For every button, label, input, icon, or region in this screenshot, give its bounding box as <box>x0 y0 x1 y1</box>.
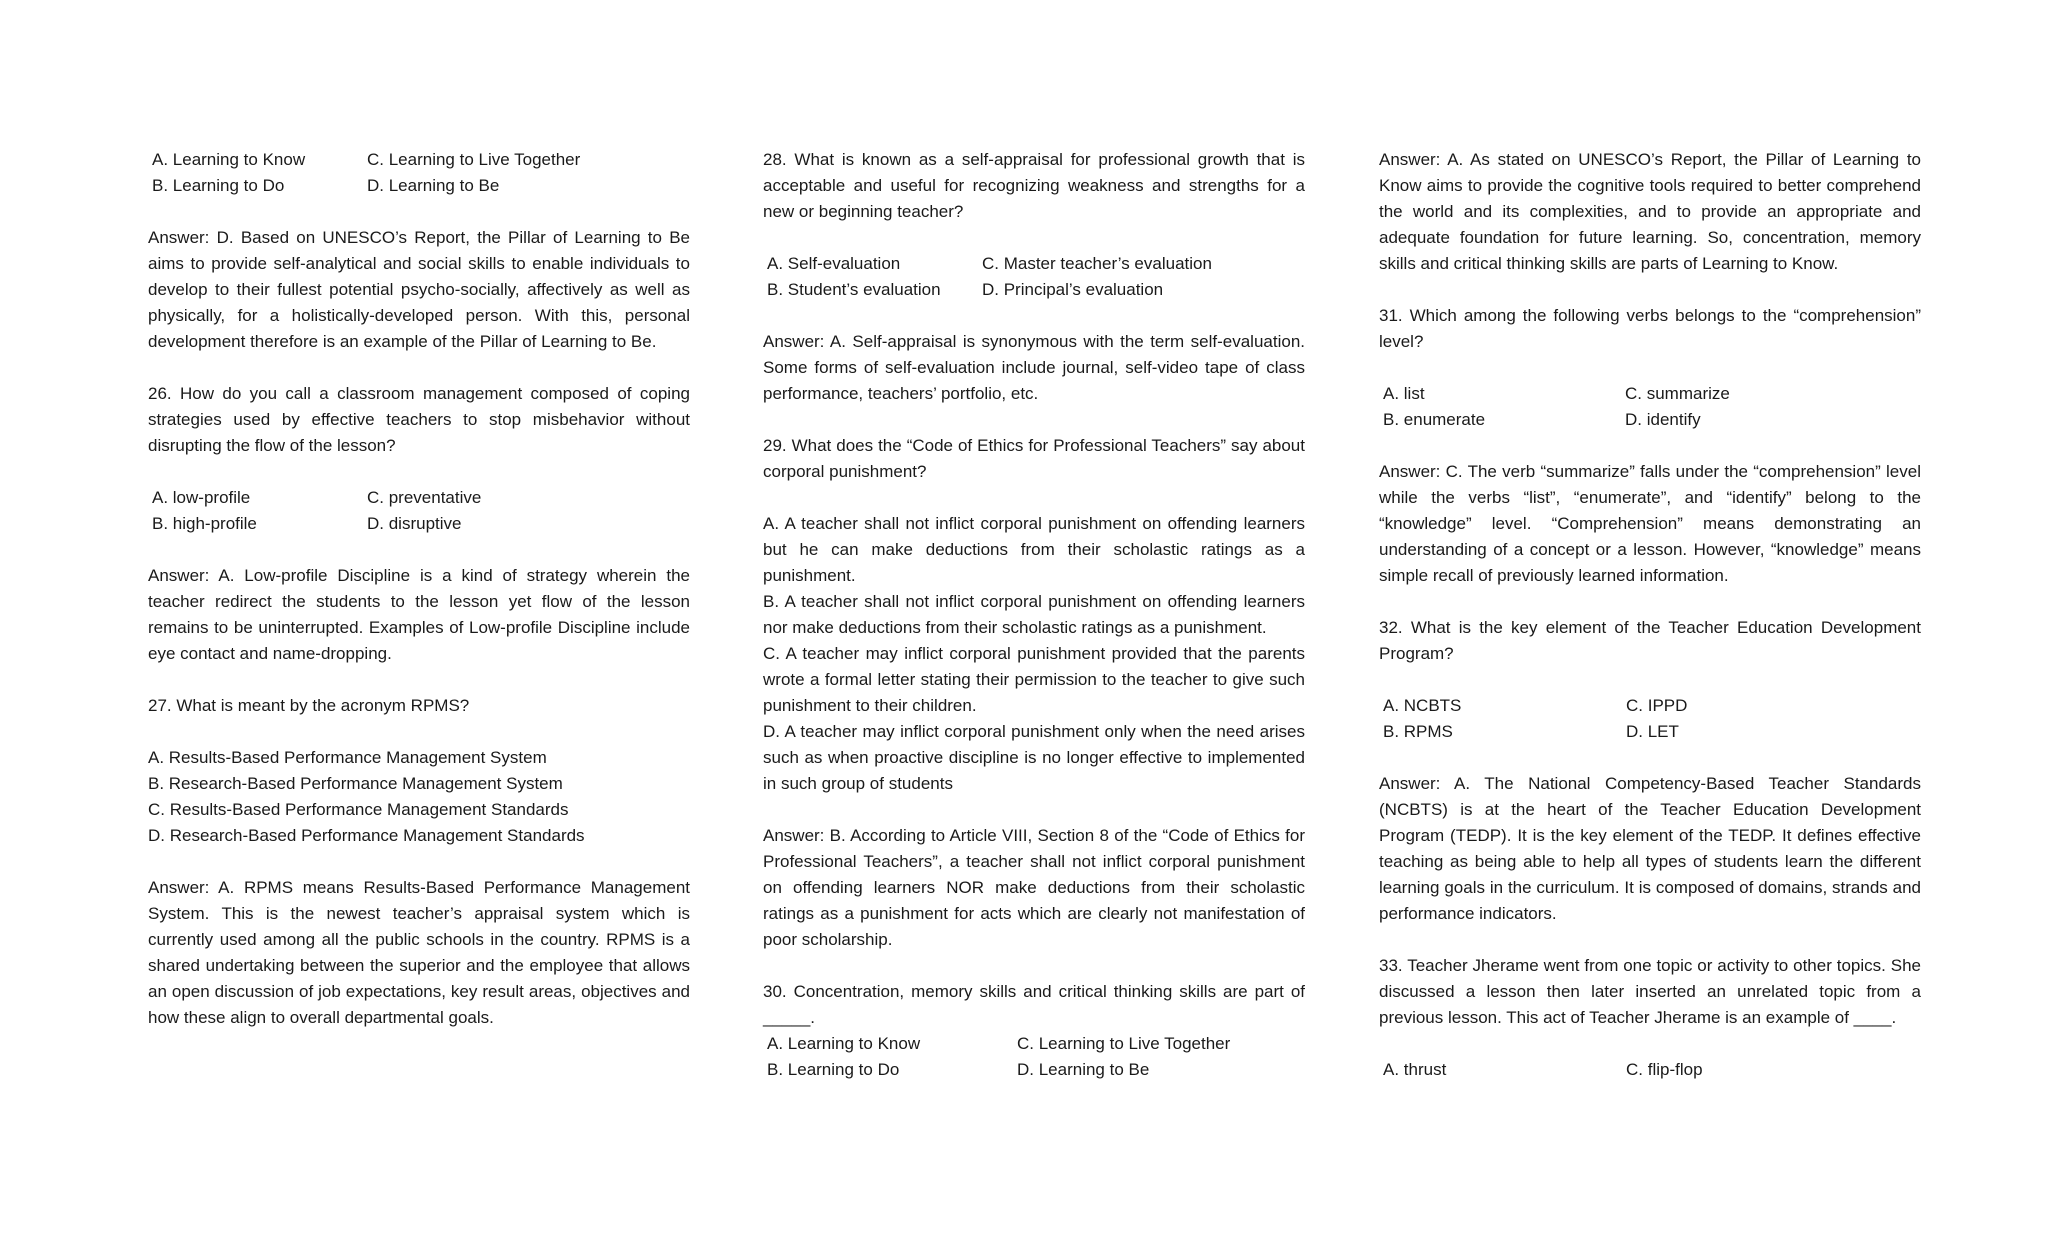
option-row <box>148 147 690 173</box>
option-c: C. Learning to Live Together <box>1017 1034 1231 1053</box>
options-q30 <box>763 1031 1305 1083</box>
answer-26: Answer: A. Low-profile Discipline is a kind of strategy wherein the teacher redirect the students to the lesson yet flow of the lesson remains to be uninterrupted. Examples of Low-profile Discipline include eye contact and name-dropping. <box>148 566 690 663</box>
option-b: B. Learning to Do <box>767 1060 900 1079</box>
answer-27: Answer: A. RPMS means Results-Based Performance Management System. This is the newest teacher’s appraisal system which is currently used among all the public schools in the country. RPMS is a shared undertaking between the superior and the employee that allows an open discussion of job expectations, key result areas, objectives and how these align to overall departmental goals. <box>148 878 690 1027</box>
option-row <box>1379 693 1921 719</box>
option-d: D. Learning to Be <box>367 176 500 195</box>
question-28: 28. What is known as a self-appraisal for professional growth that is acceptable and useful for recognizing weakness and strengths for a new or beginning teacher? <box>763 150 1305 221</box>
option-d: D. LET <box>1626 722 1679 741</box>
option-a: A. thrust <box>1383 1060 1447 1079</box>
options-q32 <box>1379 693 1921 745</box>
option-row <box>1379 407 1921 433</box>
column-middle <box>763 147 1305 1083</box>
column-right <box>1379 147 1921 1083</box>
option-row <box>763 251 1305 277</box>
question-32: 32. What is the key element of the Teacher Education Development Program? <box>1379 618 1921 663</box>
answer-29: Answer: B. According to Article VIII, Section 8 of the “Code of Ethics for Professional Teachers”, a teacher shall not inflict corporal punishment on offending learners NOR make deductions from their scholastic ratings as a punishment for acts which are clearly not manifestation of poor scholarship. <box>763 826 1305 949</box>
option-row <box>763 1031 1305 1057</box>
option-row <box>763 277 1305 303</box>
options-q28 <box>763 251 1305 303</box>
option-a: A. Self-evaluation <box>767 254 901 273</box>
column-left <box>148 147 690 1057</box>
options-q33 <box>1379 1057 1921 1083</box>
option-b: B. high-profile <box>152 514 257 533</box>
question-30: 30. Concentration, memory skills and critical thinking skills are part of _____. <box>763 982 1305 1027</box>
question-31: 31. Which among the following verbs belongs to the “comprehension” level? <box>1379 306 1921 351</box>
option-a: A. A teacher shall not inflict corporal punishment on offending learners but he can make deductions from their scholastic ratings as a punishment. <box>763 514 1305 585</box>
option-d: D. Research-Based Performance Management Standards <box>148 826 585 845</box>
option-c: C. summarize <box>1625 384 1730 403</box>
question-26: 26. How do you call a classroom management composed of coping strategies used by effective teachers to stop misbehavior without disrupting the flow of the lesson? <box>148 384 690 455</box>
option-c: C. IPPD <box>1626 696 1688 715</box>
option-d: D. Learning to Be <box>1017 1060 1150 1079</box>
options-q29 <box>763 511 1305 797</box>
option-d: D. identify <box>1625 410 1701 429</box>
option-row <box>763 1057 1305 1083</box>
option-row <box>1379 381 1921 407</box>
option-row <box>148 173 690 199</box>
option-a: A. Results-Based Performance Management System <box>148 748 547 767</box>
option-a: A. NCBTS <box>1383 696 1462 715</box>
option-c: C. A teacher may inflict corporal punishment provided that the parents wrote a formal letter stating their permission to the teacher to give such punishment to their children. <box>763 644 1305 715</box>
answer-30: Answer: A. As stated on UNESCO’s Report, the Pillar of Learning to Know aims to provide the cognitive tools required to better comprehend the world and its complexities, and to provide an appropriate and adequate foundation for future learning. So, concentration, memory skills and critical thinking skills are parts of Learning to Know. <box>1379 150 1921 273</box>
option-c: C. preventative <box>367 488 482 507</box>
option-row <box>1379 1057 1921 1083</box>
option-d: D. disruptive <box>367 514 462 533</box>
answer-25: Answer: D. Based on UNESCO’s Report, the Pillar of Learning to Be aims to provide self-analytical and social skills to enable individuals to develop to their fullest potential psycho-socially, affectively as well as physically, for a holistically-developed person. With this, personal development therefore is an example of the Pillar of Learning to Be. <box>148 228 690 351</box>
options-q25 <box>148 147 690 199</box>
answer-31: Answer: C. The verb “summarize” falls under the “comprehension” level while the verbs “list”, “enumerate”, and “identify” belong to the “knowledge” level. “Comprehension” means demonstrating an understanding of a concept or a lesson. However, “knowledge” means simple recall of previously learned information. <box>1379 462 1921 585</box>
option-row <box>148 511 690 537</box>
question-33: 33. Teacher Jherame went from one topic or activity to other topics. She discussed a lesson then later inserted an unrelated topic from a previous lesson. This act of Teacher Jherame is an example of ____. <box>1379 956 1921 1027</box>
option-b: B. Student’s evaluation <box>767 280 941 299</box>
option-c: C. flip-flop <box>1626 1060 1703 1079</box>
option-a: A. low-profile <box>152 488 251 507</box>
option-c: C. Master teacher’s evaluation <box>982 254 1212 273</box>
option-c: C. Results-Based Performance Management Standards <box>148 800 569 819</box>
options-q31 <box>1379 381 1921 433</box>
answer-32: Answer: A. The National Competency-Based Teacher Standards (NCBTS) is at the heart of the Teacher Education Development Program (TEDP). It is the key element of the TEDP. It defines effective teaching as being able to help all types of students learn the different learning goals in the curriculum. It is composed of domains, strands and performance indicators. <box>1379 774 1921 923</box>
option-b: B. Learning to Do <box>152 176 285 195</box>
answer-28: Answer: A. Self-appraisal is synonymous with the term self-evaluation. Some forms of self-evaluation include journal, self-video tape of class performance, teachers’ portfolio, etc. <box>763 332 1305 403</box>
option-b: B. Research-Based Performance Management System <box>148 774 563 793</box>
option-d: D. A teacher may inflict corporal punishment only when the need arises such as when proactive discipline is no longer effective to implemented in such group of students <box>763 722 1305 793</box>
option-d: D. Principal’s evaluation <box>982 280 1164 299</box>
option-b: B. enumerate <box>1383 410 1486 429</box>
option-b: B. RPMS <box>1383 722 1453 741</box>
option-row <box>148 485 690 511</box>
option-a: A. list <box>1383 384 1425 403</box>
options-q26 <box>148 485 690 537</box>
option-c: C. Learning to Live Together <box>367 150 581 169</box>
option-a: A. Learning to Know <box>152 150 306 169</box>
option-b: B. A teacher shall not inflict corporal punishment on offending learners nor make deductions from their scholastic ratings as a punishment. <box>763 592 1305 637</box>
option-a: A. Learning to Know <box>767 1034 921 1053</box>
options-q27 <box>148 745 690 849</box>
option-row <box>1379 719 1921 745</box>
question-27: 27. What is meant by the acronym RPMS? <box>148 696 470 715</box>
question-29: 29. What does the “Code of Ethics for Professional Teachers” say about corporal punishment? <box>763 436 1305 481</box>
